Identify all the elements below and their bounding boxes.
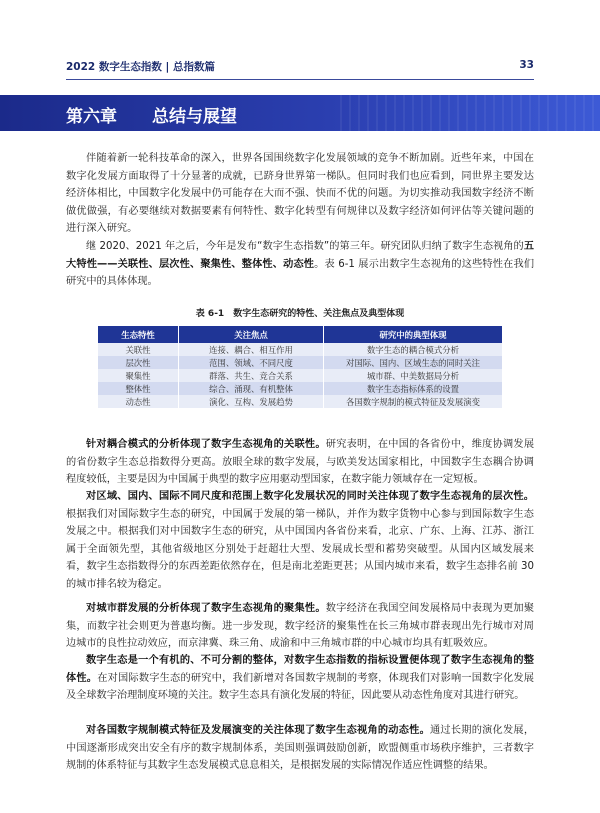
cell-trait: 关联性 (98, 343, 179, 356)
cell-trait: 层次性 (98, 356, 179, 369)
integrity-text: 在对国际数字生态的研究中，我们新增对各国数字规制的考察，体现我们对影响一国数字化发展及全球数字治理制度环境的关注。数字生态具有演化发展的特征，因此要从动态性角度对其进行研究。 (66, 672, 534, 701)
integrity-lead: 数字生态是一个有机的、不可分割的整体，对数字生态指数的指标设置便体现了数字生态视角的整体性。 (66, 655, 534, 684)
coupling-lead: 针对耦合模式的分析体现了数字生态视角的关联性。 (86, 439, 326, 450)
cell-focus: 群落、共生、竞合关系 (179, 369, 324, 382)
table-row (98, 356, 502, 369)
dynamics-text: 通过长期的演化发展，中国逐渐形成突出安全有序的数字规制体系，美国则强调鼓励创新，欧盟侧重市场秩序维护，三者数字规制的体系特征与其数字生态发展模式息息相关，是根据发展的实际情况作适应性调整的结果。 (66, 725, 535, 771)
cell-manifestation: 对国际、国内、区域生态的同时关注 (324, 356, 503, 369)
header-focus: 关注焦点 (179, 326, 324, 343)
dynamics-lead: 对各国数字规制模式特征及发展演变的关注体现了数字生态视角的动态性。 (86, 725, 430, 736)
intro-paragraph-1: 伴随着新一轮科技革命的深入，世界各国围绕数字化发展领域的竞争不断加剧。近些年来，中国在数字化发展方面取得了十分显著的成就，已跻身世界第一梯队。但同时我们也应看到，同世界主要发达经济体相比，中国数字化发展中仍可能存在大而不强、快而不优的问题。为切实推动我国数字经济不断做优做强，有必要继续对数据要素有何特性、数字化转型有何规律以及数字经济如何评估等关键问题的进行深入研究。 (66, 153, 534, 234)
agglomeration-lead: 对城市群发展的分析体现了数字生态视角的聚集性。 (86, 603, 326, 614)
header-trait: 生态特性 (98, 326, 179, 343)
report-title: 2022 数字生态指数 | 总指数篇 (66, 61, 216, 73)
table-row (98, 369, 502, 382)
ecology-traits-table (98, 326, 502, 408)
body-paragraph-agglomeration (66, 600, 534, 653)
cell-trait: 动态性 (98, 395, 179, 408)
hierarchy-lead: 对区域、国内、国际不同尺度和范围上数字化发展状况的同时关注体现了数字生态视角的层次性。 (86, 491, 534, 502)
table-header-row (98, 326, 502, 343)
body-paragraph-integrity (66, 652, 534, 705)
cell-manifestation: 城市群、中美数据局分析 (324, 369, 503, 382)
header-rule (66, 79, 534, 80)
cell-focus: 演化、互构、发展趋势 (179, 395, 324, 408)
table-row (98, 395, 502, 408)
chapter-number: 第六章 (66, 107, 117, 127)
cell-focus: 连接、耦合、相互作用 (179, 343, 324, 356)
cell-trait: 聚集性 (98, 369, 179, 382)
body-paragraph-coupling (66, 436, 534, 489)
coupling-text: 研究表明，在中国的各省份中，维度协调发展的省份数字生态总指数得分更高。放眼全球的数字发展，与欧美发达国家相比，中国数字生态耦合协调程度较低，主要是因为中国属于典型的数字应用驱动型国家，在数字能力领域存在一定短板。 (66, 439, 535, 485)
page-number: 33 (519, 59, 534, 71)
body-paragraph-dynamics (66, 722, 534, 775)
intro-p2-text-a: 继 2020、2021 年之后，今年是发布“数字生态指数”的第三年。研究团队归纳了数字生态视角的 (86, 241, 524, 252)
cell-manifestation: 数字生态指标体系的设置 (324, 382, 503, 395)
chapter-banner (0, 95, 600, 131)
cell-manifestation: 数字生态的耦合模式分析 (324, 343, 503, 356)
cell-focus: 综合、涌现、有机整体 (179, 382, 324, 395)
running-header (66, 59, 534, 75)
chapter-title: 总结与展望 (152, 107, 237, 127)
banner-decoration (340, 95, 600, 131)
table-row (98, 382, 502, 395)
table-row (98, 343, 502, 356)
cell-trait: 整体性 (98, 382, 179, 395)
agglomeration-text: 数字经济在我国空间发展格局中表现为更加聚集，而数字社会则更为普惠均衡。进一步发现，数字经济的聚集性在长三角城市群表现出先行城市对周边城市的良性拉动效应，而京津冀、珠三角、成渝和中三角城市群的中心城市均具有虹吸效应。 (66, 603, 535, 649)
intro-paragraph-2 (66, 238, 534, 291)
body-paragraph-hierarchy (66, 488, 534, 593)
intro-p2-bold: 五大特性——关联性、层次性、聚集性、整体性、动态性 (66, 241, 534, 270)
header-manifestation: 研究中的典型体现 (324, 326, 503, 343)
hierarchy-text: 根据我们对国际数字生态的研究，中国属于发展的第一梯队，并作为数字货物中心参与到国际数字生态发展之中。根据我们对中国数字生态的研究，从中国国内各省份来看，北京、广东、上海、江苏、浙江属于全面领先型，其他省级地区分别处于赶超壮大型、发展成长型和蓄势突破型。从国内区域发展来看，数字生态指数得分的东西差距依然存在，但是南北差距更甚；从国内城市来看，数字生态排名前 30 的城市排名较为稳定。 (66, 508, 534, 590)
table-caption: 表 6-1 数字生态研究的特性、关注焦点及典型体现 (195, 309, 405, 319)
intro-p2-text-b: 。表 6-1 展示出数字生态视角的这些特性在我们研究中的具体体现。 (66, 258, 535, 287)
cell-focus: 范围、领域、不同尺度 (179, 356, 324, 369)
cell-manifestation: 各国数字规制的模式特征及发展演变 (324, 395, 503, 408)
